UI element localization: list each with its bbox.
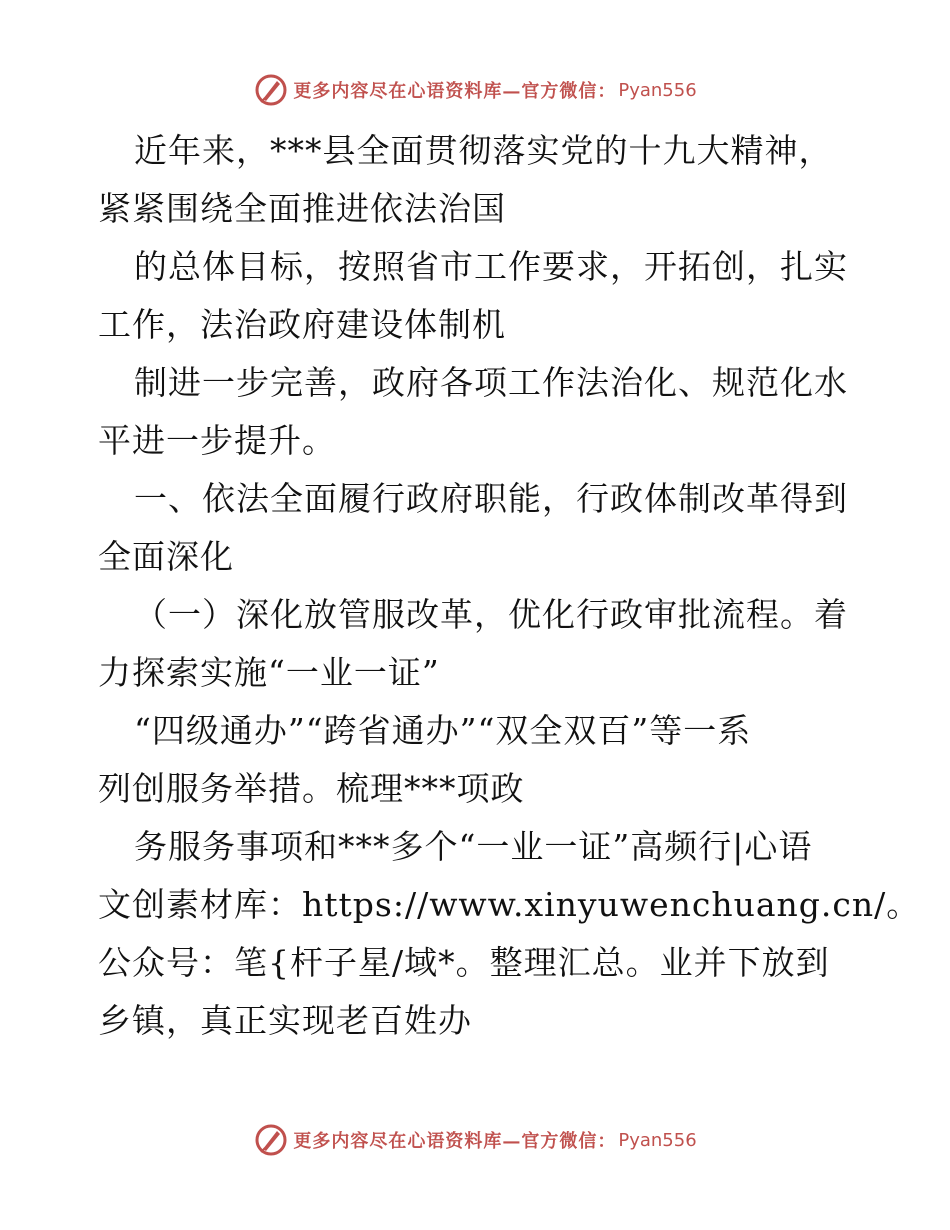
text-line: 务服务事项和***多个“一业一证”高频行|心语: [134, 827, 813, 866]
text-line: （一）深化放管服改革，优化行政审批流程。着: [134, 595, 848, 634]
text-line: 一、依法全面履行政府职能，行政体制改革得到: [134, 479, 848, 518]
text-line: 工作，法治政府建设体制机: [98, 305, 506, 344]
red-quill-logo-icon: [253, 72, 289, 108]
red-quill-logo-icon: [253, 1122, 289, 1158]
text-line: 的总体目标，按照省市工作要求，开拓创，扎实: [134, 247, 848, 286]
header-banner-handle: Pyan556: [618, 79, 697, 101]
footer-banner: [0, 1120, 950, 1160]
text-line: 乡镇，真正实现老百姓办: [98, 1001, 472, 1040]
body-text: [98, 122, 921, 1050]
text-line: 近年来，***县全面贯彻落实党的十九大精神，: [134, 131, 833, 170]
footer-banner-handle: Pyan556: [618, 1129, 697, 1151]
text-line: 全面深化: [98, 537, 234, 576]
text-line: 列创服务举措。梳理***项政: [98, 769, 525, 808]
text-line: “四级通办”“跨省通办”“双全双百”等一系: [134, 711, 752, 750]
header-banner-text: 更多内容尽在心语资料库—官方微信：: [293, 81, 617, 102]
header-banner: [0, 70, 950, 110]
text-line: 公众号：笔{杆子星/域*。整理汇总。业并下放到: [98, 943, 830, 982]
text-line: 平进一步提升。: [98, 421, 336, 460]
text-line: 制进一步完善，政府各项工作法治化、规范化水: [134, 363, 848, 402]
footer-banner-text: 更多内容尽在心语资料库—官方微信：: [293, 1131, 617, 1152]
text-line: 紧紧围绕全面推进依法治国: [98, 189, 506, 228]
text-line: 文创素材库：https://www.xinyuwenchuang.cn/。: [98, 885, 921, 924]
text-line: 力探索实施“一业一证”: [98, 653, 440, 692]
